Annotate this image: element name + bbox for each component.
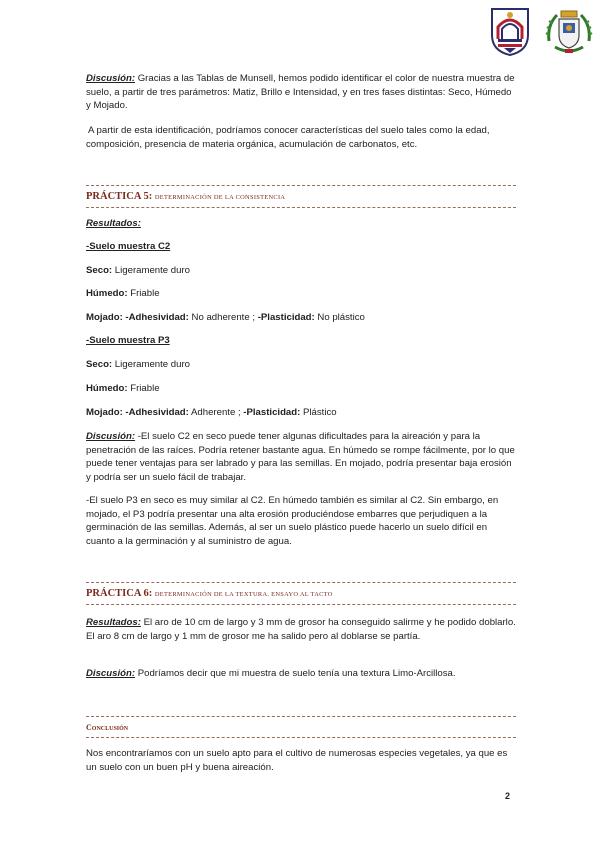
- plasticidad-value: Plástico: [300, 407, 337, 418]
- adhesividad-value: Adherente ;: [188, 407, 244, 418]
- practica6-header: [86, 582, 516, 605]
- page-number: 2: [505, 791, 511, 801]
- practica6-results: [86, 616, 516, 643]
- sample-c2-humedo: [86, 287, 516, 301]
- sample-c2-mojado: [86, 311, 516, 325]
- section-divider: [86, 604, 516, 605]
- discussion-label: Discusión:: [86, 73, 136, 84]
- plasticidad-label: -Plasticidad:: [243, 407, 301, 418]
- practica5-results-label: Resultados:: [86, 218, 141, 229]
- seco-value: Ligeramente duro: [112, 265, 191, 276]
- practica5-subtitle: DETERMINACIÓN DE LA CONSISTENCIA: [154, 194, 286, 201]
- practica5-paragraph: -El suelo P3 en seco es muy similar al C2. En húmedo también es similar al C2. Sin embargo, en mojado, el P3 podría presentar una alta erosión produciéndose embarres que perjudiquen a la germinación de las semillas. Además, al ser un suelo plástico puede hacerlo un suelo difícil en cuanto a la germinación y al suministro de agua.: [86, 495, 499, 547]
- practica5-discussion: [86, 430, 516, 484]
- practica6-title: [86, 583, 516, 604]
- practica5-title: [86, 186, 516, 207]
- humedo-label: Húmedo:: [86, 288, 128, 299]
- seco-label: Seco:: [86, 265, 113, 276]
- plasticidad-value: No plástico: [314, 312, 365, 323]
- intro-paragraph: A partir de esta identificación, podríamos conocer características del suelo tales como la edad, composición, presencia de materia orgánica, acumulación de carbonatos, etc.: [86, 125, 490, 150]
- practica6-subtitle: DETERMINACIÓN DE LA TEXTURA. ENSAYO AL TACTO: [154, 591, 333, 598]
- humedo-value: Friable: [127, 383, 160, 394]
- discussion-label: Discusión:: [86, 431, 136, 442]
- results-text: El aro de 10 cm de largo y 3 mm de grosor ha conseguido salirme y he podido doblarlo. El aro 8 cm de largo y 1 mm de grosor me ha salido pero al doblarse se partía.: [86, 617, 516, 642]
- adhesividad-value: No adherente ;: [188, 312, 258, 323]
- intro-discussion: [86, 72, 516, 113]
- discussion-text: -El suelo C2 en seco puede tener algunas dificultades para la aireación y para la penetración de las raíces. Podría retener bastante agua. En húmedo se rompe fácilmente, por lo que puede tener ventajas para ser labrado y para las semillas. En mojado, podría presentar baja erosión y podría ser un suelo fácil de trabajar.: [86, 431, 515, 483]
- sample-p3-seco: [86, 358, 516, 372]
- humedo-value: Friable: [127, 288, 160, 299]
- seco-label: Seco:: [86, 359, 113, 370]
- mojado-label: Mojado: -Adhesividad:: [86, 312, 189, 323]
- conclusion-text: Nos encontraríamos con un suelo apto para el cultivo de numerosas especies vegetales, ya que es un suelo con un buen pH y buena aireación.: [86, 748, 508, 773]
- results-label: Resultados:: [86, 617, 141, 628]
- mojado-label: Mojado: -Adhesividad:: [86, 407, 189, 418]
- conclusion-title: Conclusión: [86, 723, 129, 732]
- humedo-label: Húmedo:: [86, 383, 128, 394]
- practica6-title-label: PRÁCTICA 6:: [86, 588, 153, 599]
- sample-c2-seco: [86, 264, 516, 278]
- sample-p3-humedo: [86, 382, 516, 396]
- discussion-label: Discusión:: [86, 668, 136, 679]
- conclusion-header: [86, 716, 516, 738]
- university-logo-icon: [484, 5, 536, 57]
- sample-c2-label: -Suelo muestra C2: [86, 241, 171, 252]
- practica5-title-label: PRÁCTICA 5:: [86, 191, 153, 202]
- practica5-header: [86, 185, 516, 208]
- practica6-discussion: [86, 667, 516, 681]
- discussion-text: Gracias a las Tablas de Munsell, hemos podido identificar el color de nuestra muestra de suelo, a partir de tres parámetros: Matiz, Brillo e Intensidad, y en tres fases distintas: Seco, Húmedo y Mojado.: [86, 73, 515, 112]
- discussion-text: Podríamos decir que mi muestra de suelo tenía una textura Limo-Arcillosa.: [135, 668, 456, 679]
- faculty-crest-icon: [543, 5, 595, 57]
- plasticidad-label: -Plasticidad:: [257, 312, 315, 323]
- sample-p3-label: -Suelo muestra P3: [86, 335, 170, 346]
- seco-value: Ligeramente duro: [112, 359, 191, 370]
- section-divider: [86, 207, 516, 208]
- sample-p3-mojado: [86, 406, 516, 420]
- section-divider: [86, 737, 516, 738]
